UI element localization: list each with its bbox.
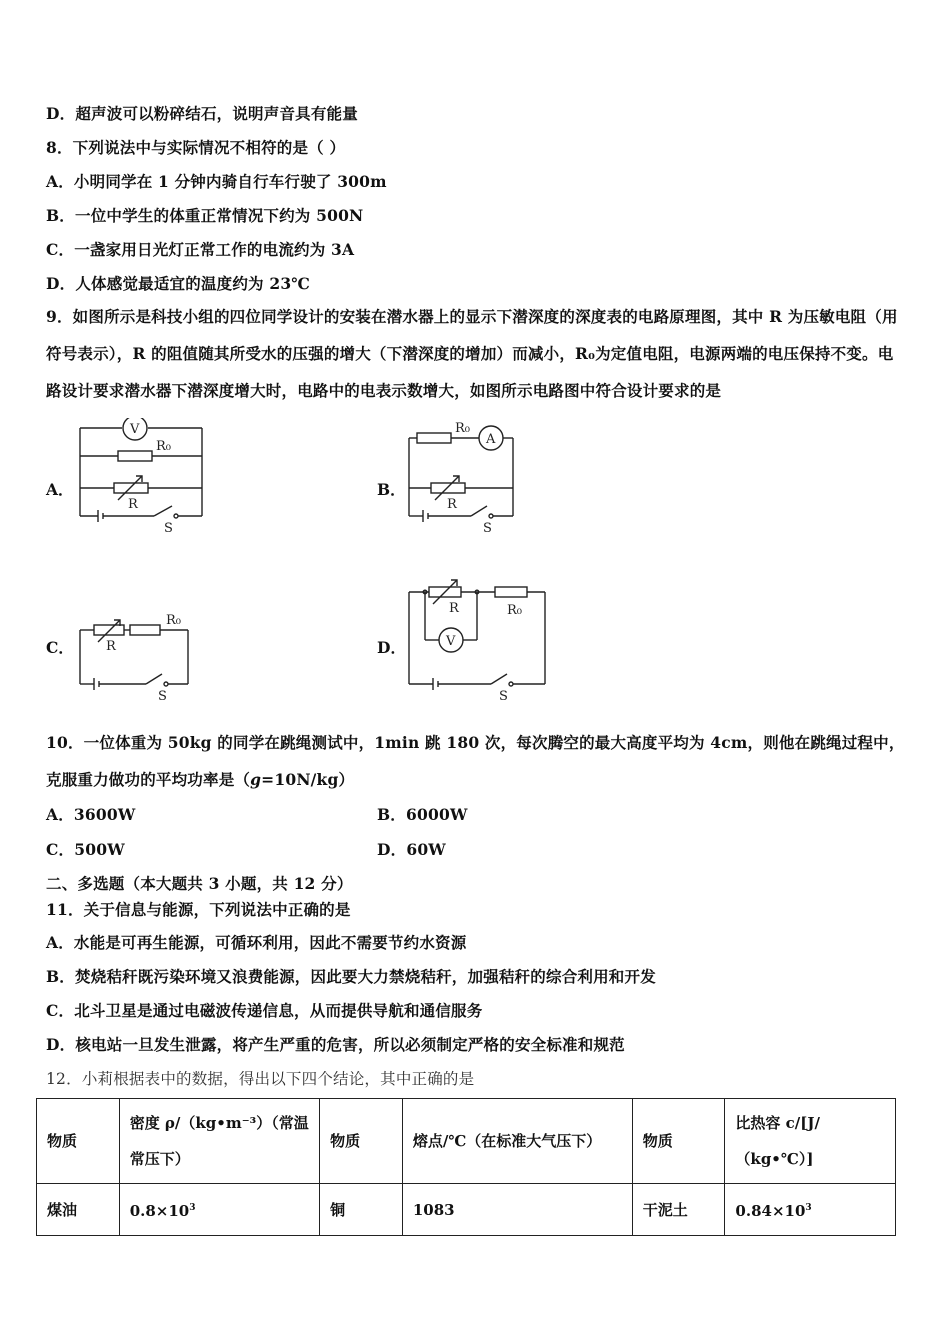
q9-label-b: B． <box>377 480 406 499</box>
svg-text:S: S <box>158 689 167 704</box>
q7-option-d: D．超声波可以粉碎结石，说明声音具有能量 <box>46 104 358 123</box>
table-cell: $0.84\times 10^3$ <box>725 1184 896 1236</box>
q10-option-a: A．3600W <box>46 805 136 824</box>
q12-data-table <box>36 1098 896 1236</box>
svg-text:R: R <box>106 639 116 654</box>
table-header-row <box>37 1099 896 1184</box>
circuit-d-diagram <box>405 570 550 706</box>
q10-option-c: C．500W <box>46 840 125 859</box>
table-cell: 比热容 c/[J/（kg•℃）] <box>725 1099 896 1184</box>
table-cell: $0.8\times 10^3$ <box>119 1184 319 1236</box>
q10-stem: 10．一位体重为 50kg 的同学在跳绳测试中，1min 跳 180 次，每次腾空的最大高度平均为 4cm，则他在跳绳过程中，克服重力做功的平均功率是（g=10N/kg） <box>46 733 905 789</box>
q8-option-d: D．人体感觉最适宜的温度约为 23℃ <box>46 274 311 293</box>
svg-text:R: R <box>128 497 138 512</box>
q10-option-b: B．6000W <box>377 805 468 824</box>
table-cell: 煤油 <box>37 1184 120 1236</box>
table-cell: 铜 <box>320 1184 403 1236</box>
r0-resistor <box>118 451 152 461</box>
table-cell: 物质 <box>632 1099 725 1184</box>
svg-text:S: S <box>499 689 508 704</box>
section-title: 二、多选题（本大题共 3 小题，共 12 分） <box>46 874 353 893</box>
svg-text:R₀: R₀ <box>166 613 181 628</box>
q9-stem: 9．如图所示是科技小组的四位同学设计的安装在潜水器上的显示下潜深度的深度表的电路原理图，其中 R 为压敏电阻（用符号表示），R 的阻值随其所受水的压强的增大（下潜深度的增加）而减小，R₀为定值电阻，电源两端的电压保持不变。电路设计要求潜水器下潜深度增大时，电路中的电表示数增大，如图所示电路图中符合设计要求的是 <box>46 307 898 400</box>
svg-text:A: A <box>486 432 496 447</box>
q11-option-c: C．北斗卫星是通过电磁波传递信息，从而提供导航和通信服务 <box>46 1001 483 1020</box>
circuit-c-diagram <box>76 608 196 704</box>
q10-option-d: D．60W <box>377 840 446 859</box>
svg-text:R: R <box>447 497 457 512</box>
q9-label-d: D． <box>377 638 406 657</box>
svg-text:V: V <box>130 422 140 437</box>
q11-option-a: A．水能是可再生能源，可循环利用，因此不需要节约水资源 <box>46 933 467 952</box>
table-cell: 熔点/℃（在标准大气压下） <box>402 1099 632 1184</box>
table-cell: 物质 <box>37 1099 120 1184</box>
table-cell: 物质 <box>320 1099 403 1184</box>
circuit-a-diagram <box>76 418 208 536</box>
pressure-resistor <box>114 483 148 493</box>
svg-text:R₀: R₀ <box>455 421 470 436</box>
q9-label-c: C． <box>46 638 74 657</box>
svg-text:R: R <box>449 601 459 616</box>
svg-text:S: S <box>483 521 492 536</box>
q11-stem: 11．关于信息与能源，下列说法中正确的是 <box>46 900 351 919</box>
table-cell: 密度 ρ/（kg•m⁻³）（常温常压下） <box>119 1099 319 1184</box>
table-row <box>37 1184 896 1236</box>
q11-option-b: B．焚烧秸秆既污染环境又浪费能源，因此要大力禁烧秸秆，加强秸秆的综合利用和开发 <box>46 967 656 986</box>
q11-option-d: D．核电站一旦发生泄露，将产生严重的危害，所以必须制定严格的安全标准和规范 <box>46 1035 625 1054</box>
svg-text:R₀: R₀ <box>507 603 522 618</box>
svg-text:V: V <box>446 634 456 649</box>
table-cell: 干泥土 <box>632 1184 725 1236</box>
q8-option-c: C．一盏家用日光灯正常工作的电流约为 3A <box>46 240 355 259</box>
svg-text:S: S <box>164 521 173 536</box>
svg-text:R₀: R₀ <box>156 439 171 454</box>
table-cell: 1083 <box>402 1184 632 1236</box>
q9-label-a: A． <box>46 480 74 499</box>
q8-stem: 8．下列说法中与实际情况不相符的是（ ） <box>46 138 346 157</box>
circuit-b-diagram <box>405 418 523 536</box>
q12-stem: 12．小莉根据表中的数据，得出以下四个结论，其中正确的是 <box>46 1070 475 1088</box>
q8-option-a: A．小明同学在 1 分钟内骑自行车行驶了 300m <box>46 172 387 191</box>
q8-option-b: B．一位中学生的体重正常情况下约为 500N <box>46 206 364 225</box>
